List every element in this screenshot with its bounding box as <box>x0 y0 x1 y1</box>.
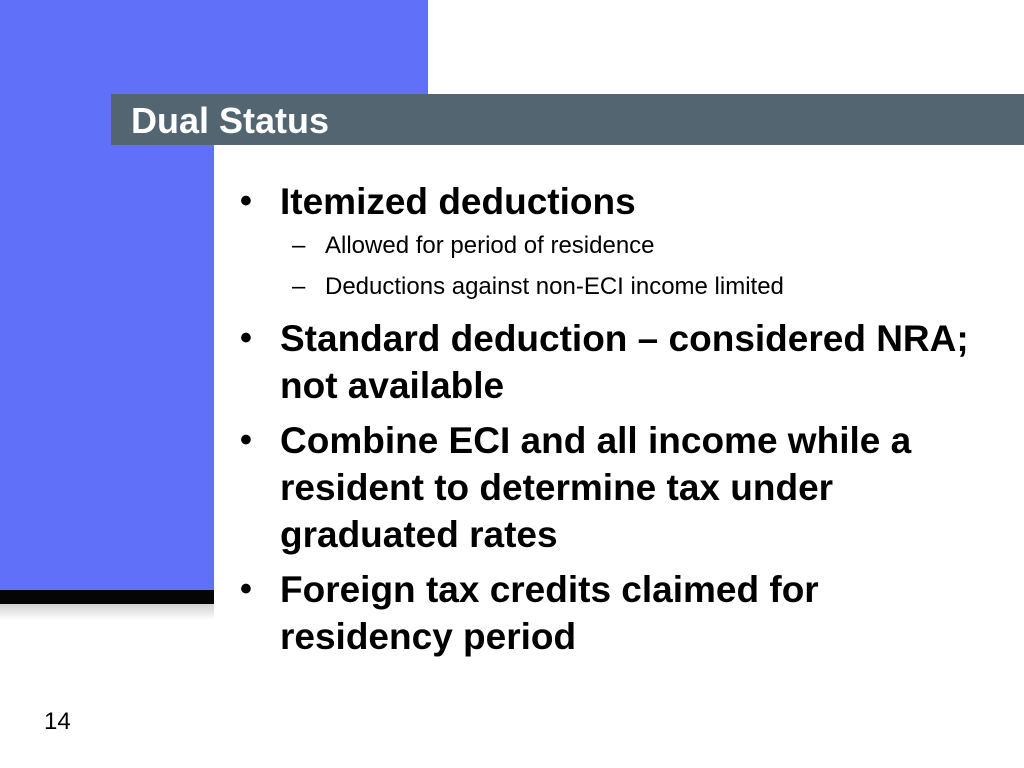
bullet-icon: • <box>240 182 252 220</box>
dash-icon: – <box>292 232 306 259</box>
sub-item <box>240 266 1000 307</box>
bullet-icon: • <box>240 319 252 357</box>
shadow-band <box>0 590 214 604</box>
sub-item-text: Deductions against non-ECI income limited <box>325 273 784 300</box>
bullet-text: Itemized deductions <box>280 181 636 222</box>
bullet-text: Foreign tax credits claimed for residency period <box>280 569 819 657</box>
bullet-icon: • <box>240 570 252 608</box>
bullet-text: Combine ECI and all income while a resident to determine tax under graduated rates <box>280 420 912 555</box>
bullet-icon: • <box>240 421 252 459</box>
slide-title: Dual Status <box>131 100 330 141</box>
sub-list <box>240 225 1000 307</box>
bullet-item-1 <box>240 178 1000 307</box>
slide-number: 14 <box>44 708 71 735</box>
sub-item <box>240 225 1000 266</box>
bullet-item-2 <box>240 315 1000 409</box>
bullet-item-3 <box>240 417 1000 558</box>
bullet-text: Standard deduction – considered NRA; not available <box>280 318 969 406</box>
dash-icon: – <box>292 273 306 300</box>
bullet-item-4 <box>240 566 1000 660</box>
sub-item-text: Allowed for period of residence <box>325 232 655 259</box>
shadow-gradient <box>0 604 214 620</box>
bullet-list <box>240 178 1000 668</box>
